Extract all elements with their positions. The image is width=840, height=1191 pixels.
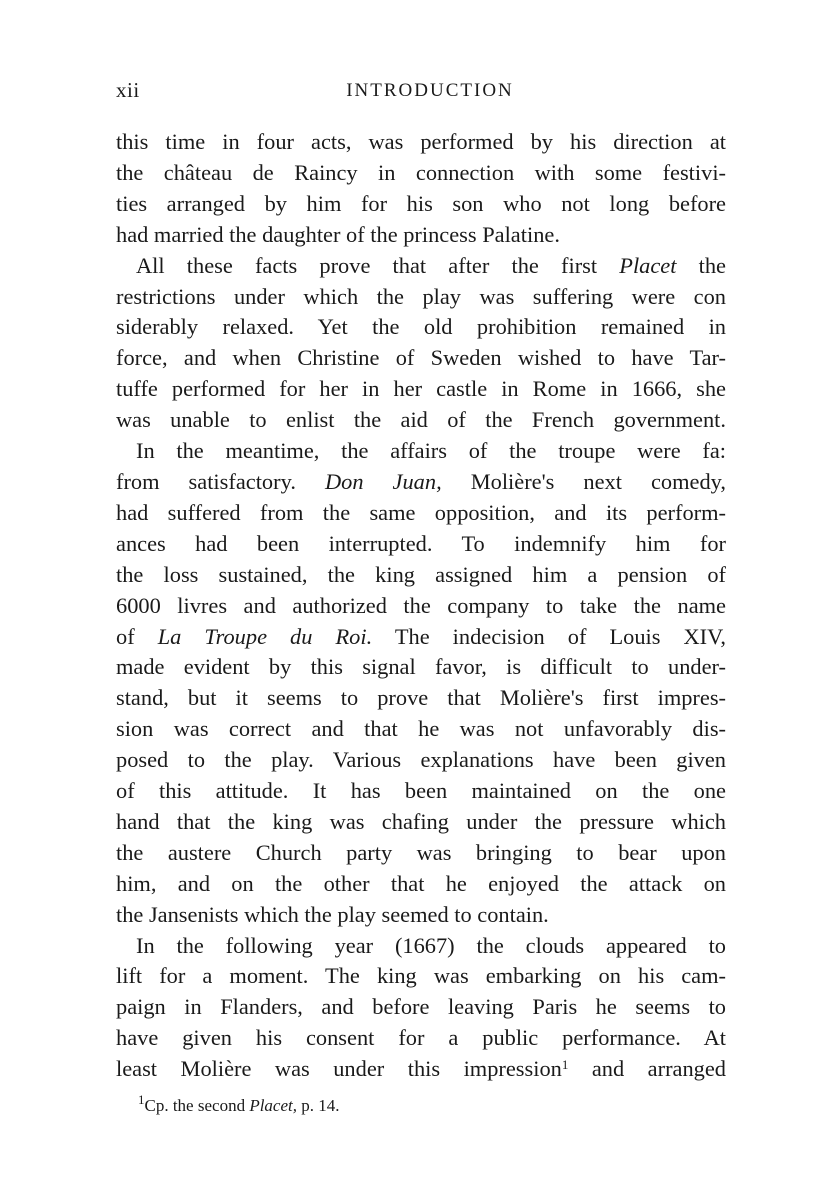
running-head-title: INTRODUCTION xyxy=(346,80,514,101)
text-line: him, and on the other that he enjoyed the attack on xyxy=(116,870,726,896)
paragraph xyxy=(116,127,726,251)
text-line: of La Troupe du Roi. The indecision of Louis XIV, xyxy=(116,623,726,649)
italic-title: La Troupe du Roi. xyxy=(157,623,373,649)
text-line: In the meantime, the affairs of the troupe were fa: xyxy=(136,438,726,464)
text-line: of this attitude. It has been maintained on the one xyxy=(116,778,726,804)
text-line: paign in Flanders, and before leaving Paris he seems to xyxy=(116,994,726,1020)
text-line: the Jansenists which the play seemed to contain. xyxy=(116,901,549,927)
footnote-reference[interactable]: 1 xyxy=(561,1057,569,1073)
text-line: restrictions under which the play was suffering were con xyxy=(116,283,726,309)
page-number: xii xyxy=(116,78,140,102)
text-line: All these facts prove that after the first Placet the xyxy=(136,252,726,278)
text-line: from satisfactory. Don Juan, Molière's next comedy, xyxy=(116,468,726,494)
italic-title: Placet, xyxy=(249,1096,297,1116)
text-line: stand, but it seems to prove that Molière's first impres- xyxy=(116,685,726,711)
text-line: sion was correct and that he was not unfavorably dis- xyxy=(116,716,726,742)
text-line: had married the daughter of the princess Palatine. xyxy=(116,221,560,247)
text-line: was unable to enlist the aid of the French government. xyxy=(116,407,726,433)
text-line: least Molière was under this impression$^1$ and arranged xyxy=(116,1056,726,1082)
text-line: had suffered from the same opposition, and its perform- xyxy=(116,499,726,525)
text-line: siderably relaxed. Yet the old prohibition remained in xyxy=(116,314,726,340)
text-line: ances had been interrupted. To indemnify him for xyxy=(116,530,726,556)
text-line: posed to the play. Various explanations have been given xyxy=(116,747,726,773)
text-line: tuffe performed for her in her castle in Rome in 1666, she xyxy=(116,376,726,402)
text-line: this time in four acts, was performed by his direction at xyxy=(116,129,726,154)
running-head xyxy=(116,62,726,102)
text-line: lift for a moment. The king was embarking on his cam- xyxy=(116,963,726,989)
text-line: ties arranged by him for his son who not long before xyxy=(116,190,726,216)
paragraph xyxy=(116,251,726,436)
text-line: In the following year (1667) the clouds appeared to xyxy=(136,932,726,958)
text-line: made evident by this signal favor, is difficult to under- xyxy=(116,654,726,680)
text-line: 6000 livres and authorized the company to take the name xyxy=(116,592,726,618)
text-line: hand that the king was chafing under the pressure which xyxy=(116,808,726,834)
book-page xyxy=(116,62,726,1117)
text-line: the château de Raincy in connection with some festivi- xyxy=(116,159,726,185)
footnote: $^1$Cp. the second Placet, p. 14. xyxy=(138,1092,340,1116)
paragraph xyxy=(116,436,726,931)
italic-title: Don Juan, xyxy=(324,468,442,494)
text-line: have given his consent for a public performance. At xyxy=(116,1025,726,1051)
body-text xyxy=(116,127,726,1085)
italic-title: Placet xyxy=(619,252,677,278)
text-line: the austere Church party was bringing to bear upon xyxy=(116,839,726,865)
text-line: the loss sustained, the king assigned him a pension of xyxy=(116,561,726,587)
text-line: force, and when Christine of Sweden wished to have Tar- xyxy=(116,345,726,371)
footnote-marker: 1 xyxy=(138,1092,145,1108)
paragraph xyxy=(116,931,726,1086)
